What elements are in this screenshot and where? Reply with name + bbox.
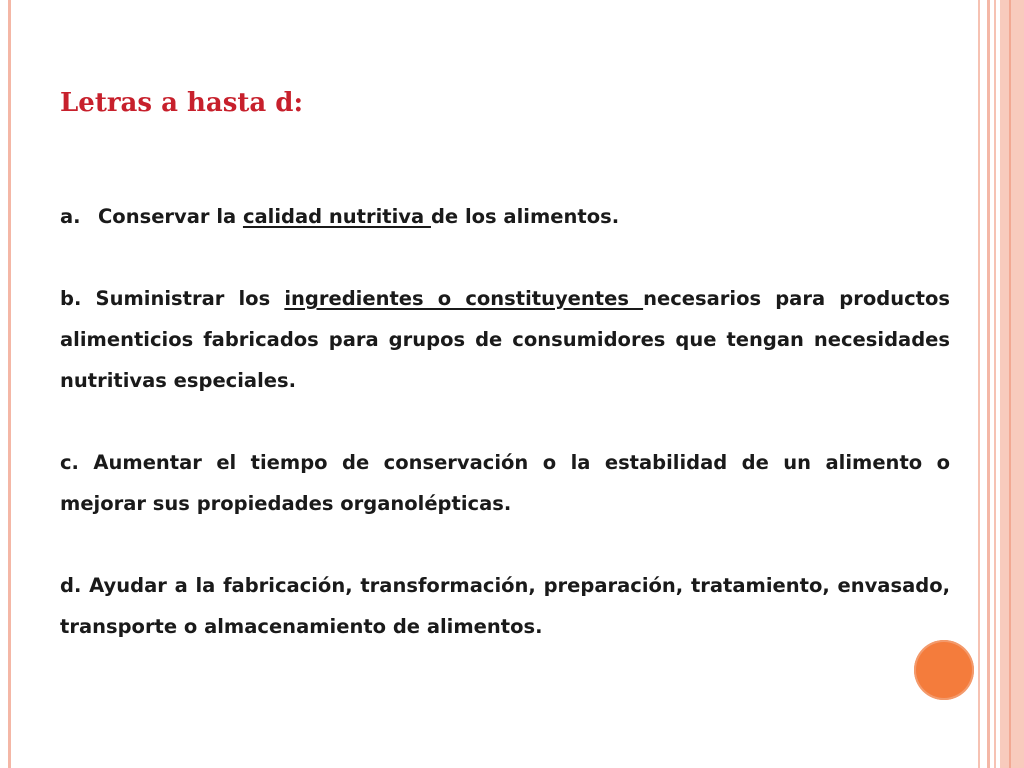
right-border-band	[1000, 0, 1024, 768]
item-text: Conservar la	[98, 205, 243, 228]
right-border-band-stripe	[1009, 0, 1011, 768]
item-marker: d.	[60, 574, 82, 597]
decorative-circle	[914, 640, 974, 700]
item-text: Ayudar a la fabricación, transformación, preparación, tratamiento, envasado, transporte o almacenamiento de alimentos.	[60, 574, 950, 638]
item-text: de los alimentos.	[430, 205, 620, 228]
item-marker: c.	[60, 451, 79, 474]
item-marker: a.	[60, 205, 81, 228]
slide-content	[60, 196, 950, 647]
left-border-line	[8, 0, 11, 768]
list-item-d	[60, 565, 950, 647]
list-item-c	[60, 442, 950, 524]
list-item-a	[60, 196, 950, 237]
item-text: Suministrar los	[95, 287, 285, 310]
item-marker: b.	[60, 287, 82, 310]
right-border-line-2	[987, 0, 990, 768]
right-border-line-1	[978, 0, 980, 768]
slide-title: Letras a hasta d:	[60, 88, 304, 118]
item-text: necesarios para productos alimenticios fabricados para grupos de consumidores que tengan necesidades nutritivas especiales.	[60, 287, 950, 392]
underlined-term: ingredientes o constituyentes	[284, 287, 644, 310]
right-border-line-3	[994, 0, 996, 768]
list-item-b	[60, 278, 950, 401]
underlined-term: calidad nutritiva	[242, 205, 431, 228]
item-text: Aumentar el tiempo de conservación o la estabilidad de un alimento o mejorar sus propiedades organolépticas.	[60, 451, 950, 515]
